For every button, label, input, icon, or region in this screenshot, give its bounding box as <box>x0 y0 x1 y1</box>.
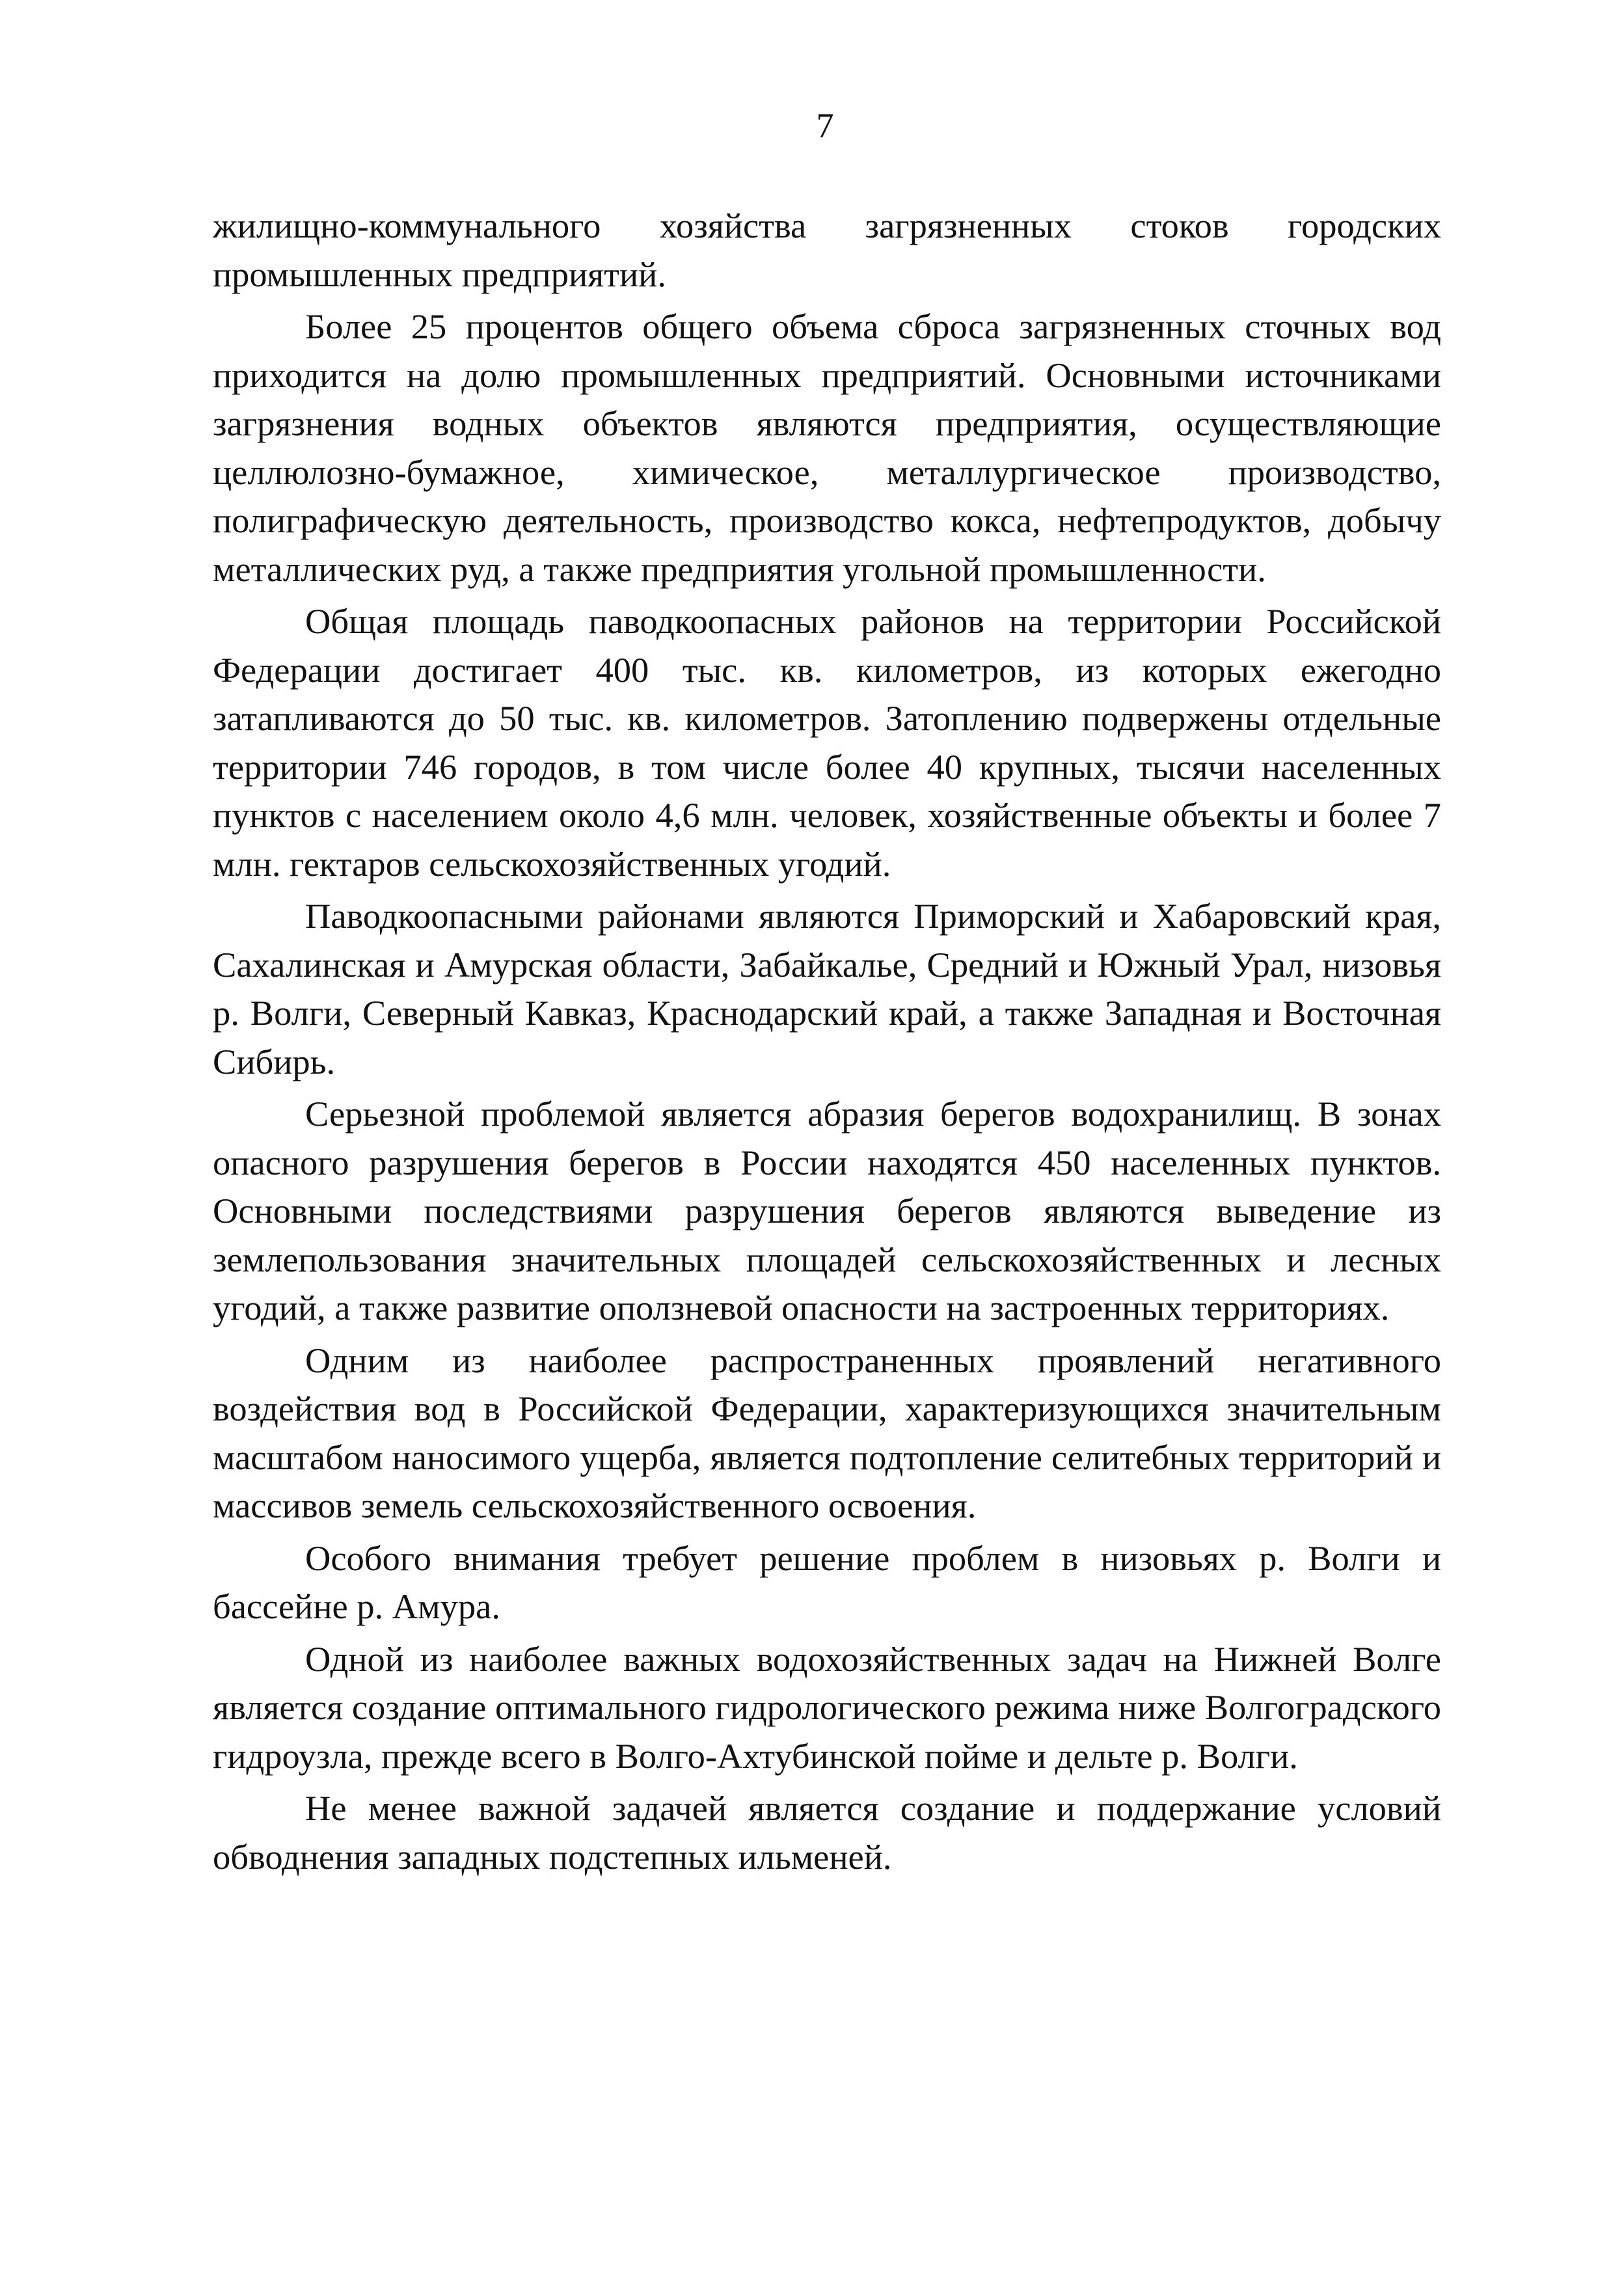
paragraph-industrial-discharge: Более 25 процентов общего объема сброса загрязненных сточных вод приходится на долю промышленных предприятий. Основными источниками загрязнения водных объектов являются предприятия, осуществляющие целлюлозно-бумажное, химическое, металлургическое производство, полиграфическую деятельность, производство кокса, нефтепродуктов, добычу металлических руд, а также предприятия угольной промышленности. <box>213 306 1441 589</box>
paragraph-volga-amur: Особого внимания требует решение проблем в низовьях р. Волги и бассейне р. Амура. <box>213 1538 1441 1626</box>
paragraph-waterlogging: Одним из наиболее распространенных проявлений негативного воздействия вод в Российской Федерации, характеризующихся значительным масштабом наносимого ущерба, является подтопление селитебных территорий и массивов земель сельскохозяйственного освоения. <box>213 1340 1441 1525</box>
paragraph-continued: жилищно-коммунального хозяйства загрязненных стоков городских промышленных предприятий. <box>213 206 1441 294</box>
paragraph-shore-abrasion: Серьезной проблемой является абразия берегов водохранилищ. В зонах опасного разрушения берегов в России находятся 450 населенных пунктов. Основными последствиями разрушения берегов являются выведение из землепользования значительных площадей сельскохозяйственных и лесных угодий, а также развитие оползневой опасности на застроенных территориях. <box>213 1094 1441 1327</box>
paragraph-lower-volga: Одной из наиболее важных водохозяйственных задач на Нижней Волге является создание оптимального гидрологического режима ниже Волгоградского гидроузла, прежде всего в Волго-Ахтубинской пойме и дельте р. Волги. <box>213 1638 1441 1776</box>
paragraph-flood-regions: Паводкоопасными районами являются Приморский и Хабаровский края, Сахалинская и Амурская области, Забайкалье, Средний и Южный Урал, низовья р. Волги, Северный Кавказ, Краснодарский край, а также Западная и Восточная Сибирь. <box>213 896 1441 1081</box>
page-number: 7 <box>816 106 834 145</box>
paragraph-flood-areas: Общая площадь паводкоопасных районов на территории Российской Федерации достигает 400 тыс. кв. километров, из которых ежегодно затапливаются до 50 тыс. кв. километров. Затоплению подвержены отдельные территории 746 городов, в том числе более 40 крупных, тысячи населенных пунктов с населением около 4,6 млн. человек, хозяйственные объекты и более 7 млн. гектаров сельскохозяйственных угодий. <box>213 601 1441 884</box>
body-text <box>213 202 1441 1885</box>
paragraph-ilmen-irrigation: Не менее важной задачей является создание и поддержание условий обводнения западных подстепных ильменей. <box>213 1788 1441 1877</box>
